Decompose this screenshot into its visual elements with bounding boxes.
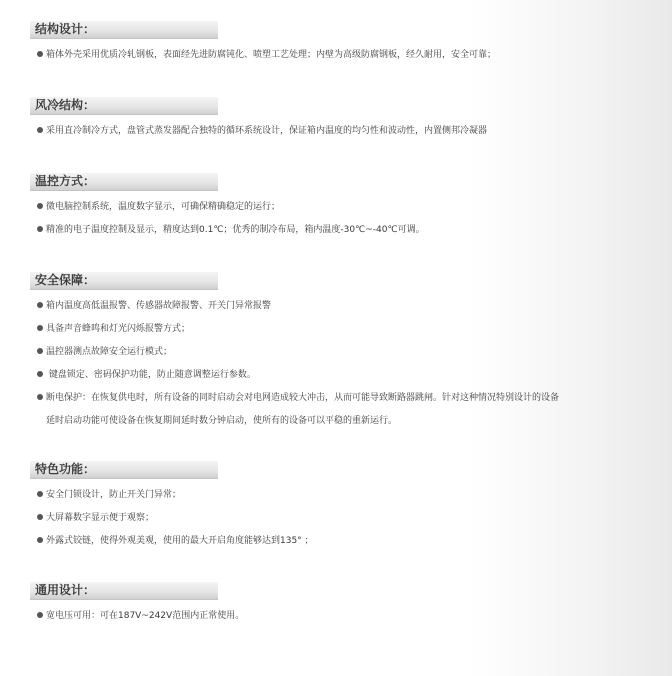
bullet-dot-icon — [37, 348, 43, 354]
bullet-dot-icon — [37, 514, 43, 520]
section-temperature-control — [30, 173, 650, 242]
section-title: 安全保障： — [35, 273, 96, 287]
section-title: 结构设计： — [35, 22, 96, 36]
bullet-list — [30, 605, 650, 628]
list-item: 温控器测点故障安全运行模式； — [30, 341, 650, 364]
section-title: 温控方式： — [35, 174, 96, 188]
section-structure-design — [30, 21, 650, 67]
list-item: 大屏幕数字显示便于观察； — [30, 507, 650, 530]
section-air-cooling — [30, 97, 650, 143]
bullet-dot-icon — [37, 371, 43, 377]
list-item: 采用直冷制冷方式，盘管式蒸发器配合独特的循环系统设计，保证箱内温度的均匀性和波动性，内置侧邦冷凝器 — [30, 120, 650, 143]
list-item: 精准的电子温度控制及显示，精度达到0.1℃；优秀的制冷布局，箱内温度-30℃~-40℃可调。 — [30, 219, 650, 242]
section-header — [30, 582, 218, 600]
bullet-dot-icon — [37, 612, 43, 618]
bullet-list — [30, 484, 650, 553]
list-item: 安全门锁设计，防止开关门异常； — [30, 484, 650, 507]
bullet-list — [30, 44, 650, 67]
bullet-dot-icon — [37, 226, 43, 232]
section-special-features — [30, 461, 650, 553]
bullet-list — [30, 295, 650, 410]
list-item: 微电脑控制系统，温度数字显示，可确保精确稳定的运行； — [30, 196, 650, 219]
bullet-dot-icon — [37, 302, 43, 308]
section-header — [30, 173, 218, 191]
bullet-dot-icon — [37, 537, 43, 543]
section-header — [30, 97, 218, 115]
section-safety — [30, 272, 650, 433]
bullet-dot-icon — [37, 394, 43, 400]
section-title: 风冷结构： — [35, 98, 96, 112]
list-item: 外露式铰链，使得外观美观，使用的最大开启角度能够达到135° ； — [30, 530, 650, 553]
list-item: 宽电压可用：可在187V~242V范围内正常使用。 — [30, 605, 650, 628]
section-title: 通用设计： — [35, 583, 96, 597]
bullet-dot-icon — [37, 491, 43, 497]
section-header — [30, 272, 218, 290]
list-item: 具备声音蜂鸣和灯光闪烁报警方式； — [30, 318, 650, 341]
list-item: 断电保护：在恢复供电时，所有设备的同时启动会对电网造成较大冲击，从而可能导致断路器跳闸。针对这种情况特别设计的设备 — [30, 387, 650, 410]
section-header — [30, 461, 218, 479]
list-item: 箱内温度高低温报警、传感器故障报警、开关门异常报警 — [30, 295, 650, 318]
section-title: 特色功能： — [35, 462, 96, 476]
list-item: 箱体外壳采用优质冷轧钢板，表面经先进防腐钝化、喷塑工艺处理；内壁为高级防腐钢板，经久耐用，安全可靠； — [30, 44, 650, 67]
bullet-dot-icon — [37, 127, 43, 133]
bullet-list — [30, 196, 650, 242]
section-header — [30, 21, 218, 39]
bullet-list — [30, 120, 650, 143]
list-item-continuation: 延时启动功能可使设备在恢复期间延时数分钟启动，使所有的设备可以平稳的重新运行。 — [46, 416, 398, 426]
section-general-design — [30, 582, 650, 628]
bullet-dot-icon — [37, 203, 43, 209]
bullet-dot-icon — [37, 325, 43, 331]
bullet-dot-icon — [37, 51, 43, 57]
list-item: 键盘锁定、密码保护功能，防止随意调整运行参数。 — [30, 364, 650, 387]
